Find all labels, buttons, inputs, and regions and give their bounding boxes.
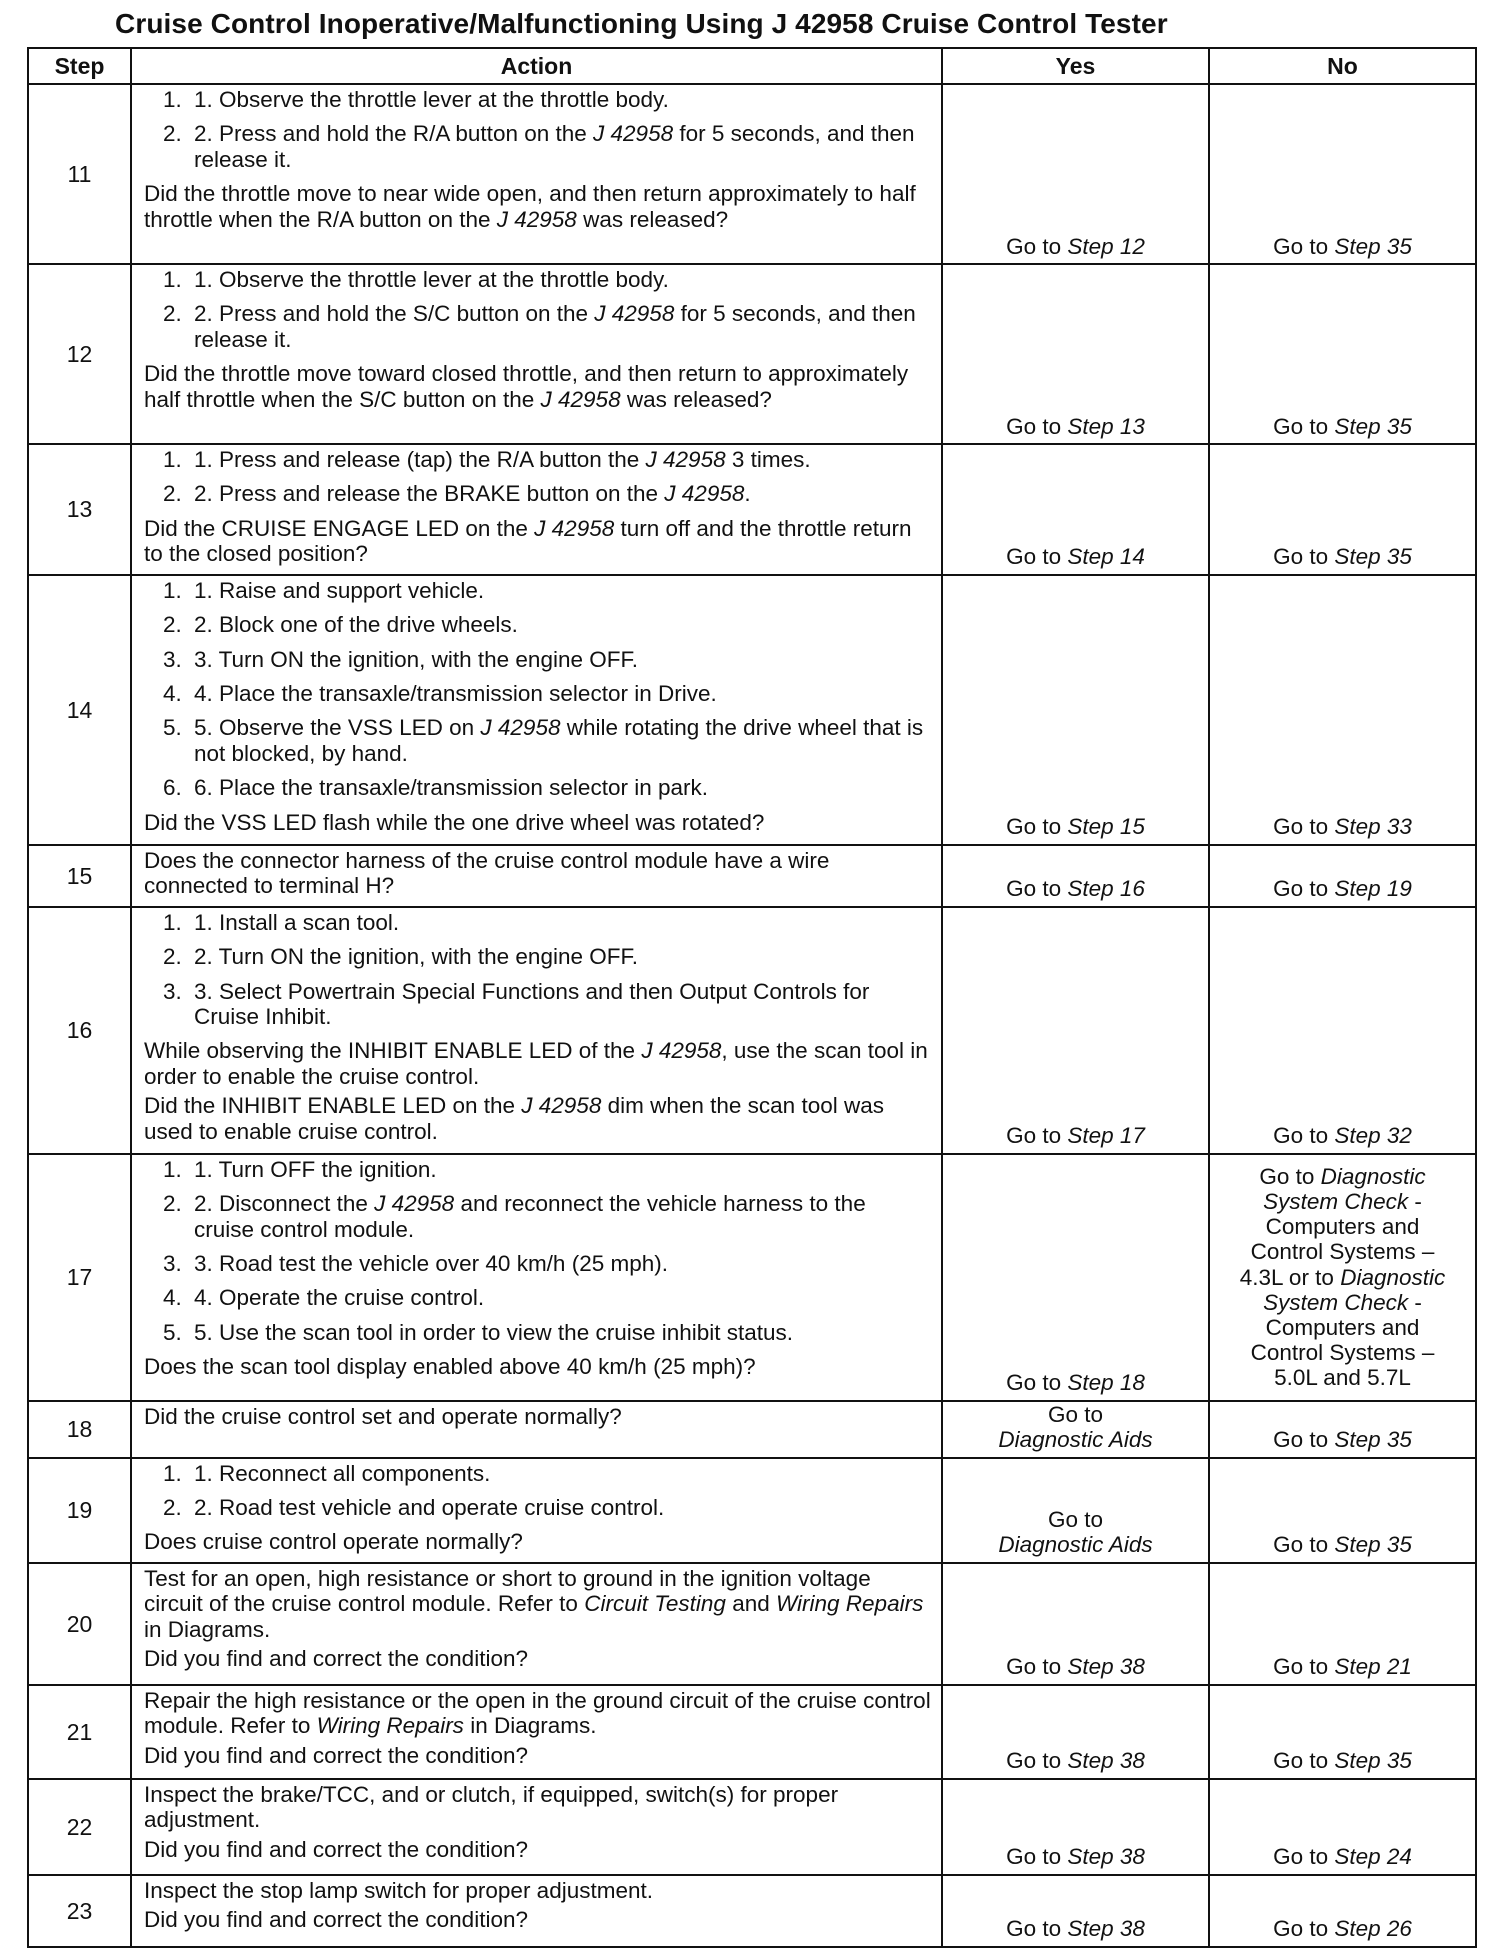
table-row bbox=[28, 1875, 1476, 1947]
yes-result bbox=[942, 1875, 1209, 1947]
action-cell bbox=[131, 1154, 942, 1401]
action-cell bbox=[131, 575, 942, 845]
action-question: Did you find and correct the condition? bbox=[144, 1836, 528, 1862]
header-yes: Yes bbox=[942, 48, 1209, 84]
action-step: 1. 1. Install a scan tool. bbox=[188, 910, 931, 935]
yes-result bbox=[942, 1154, 1209, 1401]
reference-text: J 42958 bbox=[593, 121, 674, 147]
no-result-text: Go to Step 33 bbox=[1273, 814, 1412, 840]
action-step: 2. 2. Block one of the drive wheels. bbox=[188, 612, 931, 637]
yes-result-line: Go to bbox=[1047, 1401, 1104, 1427]
reference-text: Step 33 bbox=[1334, 814, 1412, 840]
yes-result bbox=[942, 1458, 1209, 1563]
reference-text: Step 13 bbox=[1067, 413, 1145, 439]
reference-text: Step 12 bbox=[1067, 233, 1145, 259]
action-step: 5. 5. Use the scan tool in order to view the cruise inhibit status. bbox=[188, 1320, 931, 1345]
reference-text: Step 35 bbox=[1334, 1748, 1412, 1774]
action-step: 2. 2. Press and hold the S/C button on the J 42958 for 5 seconds, and then release it. bbox=[188, 301, 931, 352]
action-question: Test for an open, high resistance or short to ground in the ignition voltage circuit of the cruise control module. Refer to Circuit Testing and Wiring Repairs in Diagrams. bbox=[144, 1565, 924, 1642]
reference-text: Diagnostic bbox=[1340, 1264, 1446, 1290]
no-result-line: Go to Diagnostic bbox=[1259, 1163, 1426, 1189]
action-steps-list bbox=[144, 447, 931, 507]
table-row bbox=[28, 264, 1476, 444]
step-number: 18 bbox=[28, 1401, 131, 1458]
action-step: 4. 4. Place the transaxle/transmission selector in Drive. bbox=[188, 681, 931, 706]
reference-text: Wiring Repairs bbox=[775, 1591, 924, 1617]
action-step: 3. 3. Select Powertrain Special Functions and then Output Controls for Cruise Inhibit. bbox=[188, 979, 931, 1030]
action-question: Did the throttle move to near wide open, and then return approximately to half throttle when the R/A button on the J 42958 was released? bbox=[144, 181, 916, 232]
yes-result bbox=[942, 1563, 1209, 1685]
yes-result bbox=[942, 1401, 1209, 1458]
reference-text: System Check bbox=[1263, 1289, 1409, 1315]
action-step: 2. 2. Press and release the BRAKE button on the J 42958. bbox=[188, 481, 931, 506]
action-question: Did you find and correct the condition? bbox=[144, 1646, 528, 1672]
no-result-text: Go to Step 35 bbox=[1273, 1532, 1412, 1558]
yes-result bbox=[942, 264, 1209, 444]
yes-result-text: Go to Step 15 bbox=[1006, 814, 1145, 840]
table-row bbox=[28, 1685, 1476, 1779]
reference-text: Step 35 bbox=[1334, 413, 1412, 439]
reference-text: Step 24 bbox=[1334, 1844, 1412, 1870]
no-result-text: Go to Step 21 bbox=[1273, 1654, 1412, 1680]
table-row bbox=[28, 1779, 1476, 1875]
no-result-line: Control Systems – bbox=[1250, 1340, 1435, 1366]
no-result bbox=[1209, 1685, 1476, 1779]
action-question: Does cruise control operate normally? bbox=[144, 1529, 523, 1555]
step-number: 20 bbox=[28, 1563, 131, 1685]
no-result bbox=[1209, 1779, 1476, 1875]
action-step: 1. 1. Raise and support vehicle. bbox=[188, 578, 931, 603]
action-step: 2. 2. Disconnect the J 42958 and reconnect the vehicle harness to the cruise control module. bbox=[188, 1191, 931, 1242]
table-row bbox=[28, 1458, 1476, 1563]
action-question: Did the throttle move toward closed throttle, and then return to approximately half throttle when the S/C button on the J 42958 was released? bbox=[144, 361, 909, 412]
table-row bbox=[28, 1154, 1476, 1401]
reference-text: Step 15 bbox=[1067, 814, 1145, 840]
reference-text: J 42958 bbox=[540, 386, 621, 412]
reference-text: System Check bbox=[1263, 1189, 1409, 1215]
yes-result-text: Go to Step 38 bbox=[1006, 1916, 1145, 1942]
yes-result-line bbox=[947, 1427, 1204, 1452]
table-row bbox=[28, 845, 1476, 907]
reference-text: Step 38 bbox=[1067, 1748, 1145, 1774]
table-row bbox=[28, 84, 1476, 264]
no-result-line: Control Systems – bbox=[1250, 1239, 1435, 1265]
no-result-text: Go to Step 35 bbox=[1273, 1748, 1412, 1774]
diagnostic-table bbox=[27, 47, 1477, 1948]
no-result bbox=[1209, 1875, 1476, 1947]
step-number: 17 bbox=[28, 1154, 131, 1401]
action-step: 3. 3. Turn ON the ignition, with the engine OFF. bbox=[188, 647, 931, 672]
reference-text: J 42958 bbox=[645, 447, 726, 472]
reference-text: Step 35 bbox=[1334, 233, 1412, 259]
table-row bbox=[28, 444, 1476, 575]
reference-text: Diagnostic bbox=[1320, 1163, 1426, 1189]
yes-result-text: Go to Step 38 bbox=[1006, 1748, 1145, 1774]
action-steps-list bbox=[144, 1461, 931, 1521]
no-result-text: Go to Step 35 bbox=[1273, 1427, 1412, 1453]
yes-result-text: Go to Step 13 bbox=[1006, 413, 1145, 439]
no-result-line: System Check - bbox=[1263, 1189, 1422, 1215]
yes-result bbox=[942, 907, 1209, 1154]
no-result-text: Go to Step 32 bbox=[1273, 1123, 1412, 1149]
reference-text: Step 18 bbox=[1067, 1370, 1145, 1396]
no-result bbox=[1209, 444, 1476, 575]
reference-text: Step 17 bbox=[1067, 1123, 1145, 1149]
step-number: 21 bbox=[28, 1685, 131, 1779]
yes-result bbox=[942, 444, 1209, 575]
step-number: 19 bbox=[28, 1458, 131, 1563]
action-question: Did the VSS LED flash while the one drive wheel was rotated? bbox=[144, 809, 765, 835]
table-row bbox=[28, 1401, 1476, 1458]
action-cell bbox=[131, 845, 942, 907]
step-number: 11 bbox=[28, 84, 131, 264]
step-number: 12 bbox=[28, 264, 131, 444]
action-step: 2. 2. Press and hold the R/A button on the J 42958 for 5 seconds, and then release it. bbox=[188, 121, 931, 172]
reference-text: Step 38 bbox=[1067, 1844, 1145, 1870]
action-cell bbox=[131, 1458, 942, 1563]
table-row bbox=[28, 907, 1476, 1154]
action-cell bbox=[131, 907, 942, 1154]
reference-text: J 42958 bbox=[594, 301, 675, 327]
step-number: 15 bbox=[28, 845, 131, 907]
no-result-line: Computers and bbox=[1265, 1214, 1420, 1240]
yes-result-text: Go to Step 14 bbox=[1006, 544, 1145, 570]
action-step: 1. 1. Observe the throttle lever at the throttle body. bbox=[188, 267, 931, 292]
reference-text: Circuit Testing bbox=[584, 1591, 726, 1617]
reference-text: Step 21 bbox=[1334, 1654, 1412, 1680]
reference-text: J 42958 bbox=[664, 481, 745, 507]
reference-text: Step 35 bbox=[1334, 544, 1412, 570]
action-cell bbox=[131, 1779, 942, 1875]
action-cell bbox=[131, 264, 942, 444]
table-row bbox=[28, 575, 1476, 845]
yes-result bbox=[942, 1779, 1209, 1875]
no-result-text: Go to Step 19 bbox=[1273, 876, 1412, 902]
action-question: Inspect the brake/TCC, and or clutch, if equipped, switch(s) for proper adjustment. bbox=[144, 1781, 839, 1833]
action-question: Inspect the stop lamp switch for proper adjustment. bbox=[144, 1877, 653, 1903]
action-cell bbox=[131, 1563, 942, 1685]
no-result-text: Go to Step 24 bbox=[1273, 1844, 1412, 1870]
action-step: 5. 5. Observe the VSS LED on J 42958 while rotating the drive wheel that is not blocked, by hand. bbox=[188, 715, 931, 766]
action-step: 1. 1. Turn OFF the ignition. bbox=[188, 1157, 931, 1182]
no-result-text: Go to Step 26 bbox=[1273, 1916, 1412, 1942]
header-step: Step bbox=[28, 48, 131, 84]
no-result bbox=[1209, 1563, 1476, 1685]
reference-text: Step 35 bbox=[1334, 1427, 1412, 1453]
reference-text: Step 35 bbox=[1334, 1532, 1412, 1558]
yes-result-text: Go to Step 38 bbox=[1006, 1654, 1145, 1680]
reference-text: J 42958 bbox=[496, 206, 577, 232]
no-result-line: System Check - bbox=[1263, 1289, 1422, 1315]
yes-result bbox=[942, 1685, 1209, 1779]
no-result-line: 5.0L and 5.7L bbox=[1274, 1365, 1411, 1391]
no-result-text: Go to Step 35 bbox=[1273, 413, 1412, 439]
action-question: While observing the INHIBIT ENABLE LED of the J 42958, use the scan tool in order to enable the cruise control. bbox=[144, 1038, 928, 1089]
no-result bbox=[1209, 1401, 1476, 1458]
step-number: 13 bbox=[28, 444, 131, 575]
yes-result-text: Go to Step 17 bbox=[1006, 1123, 1145, 1149]
action-cell bbox=[131, 1875, 942, 1947]
no-result bbox=[1209, 1458, 1476, 1563]
no-result bbox=[1209, 1154, 1476, 1401]
yes-result-text: Go to Step 38 bbox=[1006, 1844, 1145, 1870]
action-step: 6. 6. Place the transaxle/transmission selector in park. bbox=[188, 775, 931, 800]
action-question: Does the connector harness of the cruise control module have a wire connected to terminal H? bbox=[144, 847, 830, 899]
no-result-line: Computers and bbox=[1265, 1314, 1420, 1340]
no-result bbox=[1209, 575, 1476, 845]
reference-text: J 42958 bbox=[641, 1038, 722, 1064]
page-title: Cruise Control Inoperative/Malfunctioning Using J 42958 Cruise Control Tester bbox=[115, 8, 1168, 39]
action-cell bbox=[131, 1401, 942, 1458]
action-step: 2. 2. Road test vehicle and operate cruise control. bbox=[188, 1495, 931, 1520]
no-result bbox=[1209, 907, 1476, 1154]
action-steps-list bbox=[144, 87, 931, 172]
action-question: Did the INHIBIT ENABLE LED on the J 42958 dim when the scan tool was used to enable cruise control. bbox=[144, 1093, 884, 1144]
step-number: 14 bbox=[28, 575, 131, 845]
no-result-text: Go to Step 35 bbox=[1273, 233, 1412, 259]
action-step: 2. 2. Turn ON the ignition, with the engine OFF. bbox=[188, 944, 931, 969]
reference-text: Step 38 bbox=[1067, 1654, 1145, 1680]
action-step: 1. 1. Observe the throttle lever at the throttle body. bbox=[188, 87, 931, 112]
action-question: Did you find and correct the condition? bbox=[144, 1907, 528, 1933]
reference-text: Step 38 bbox=[1067, 1916, 1145, 1942]
table-row bbox=[28, 1563, 1476, 1685]
reference-text: Step 16 bbox=[1067, 876, 1145, 902]
no-result bbox=[1209, 845, 1476, 907]
reference-text: J 42958 bbox=[480, 715, 561, 741]
action-steps-list bbox=[144, 910, 931, 1030]
yes-result-line bbox=[947, 1532, 1204, 1557]
yes-result bbox=[942, 84, 1209, 264]
action-steps-list bbox=[144, 578, 931, 801]
table-header-row bbox=[28, 48, 1476, 84]
step-number: 16 bbox=[28, 907, 131, 1154]
no-result-text: Go to Step 35 bbox=[1273, 544, 1412, 570]
reference-text: Step 14 bbox=[1067, 544, 1145, 570]
reference-text: J 42958 bbox=[534, 515, 615, 541]
action-steps-list bbox=[144, 1157, 931, 1346]
header-no: No bbox=[1209, 48, 1476, 84]
action-question: Repair the high resistance or the open in the ground circuit of the cruise control module. Refer to Wiring Repairs in Diagrams. bbox=[144, 1687, 931, 1739]
reference-text: Step 32 bbox=[1334, 1123, 1412, 1149]
yes-result-text: Go to Step 18 bbox=[1006, 1370, 1145, 1396]
yes-result-line: Go to bbox=[1047, 1506, 1104, 1532]
action-cell bbox=[131, 444, 942, 575]
reference-text: Step 26 bbox=[1334, 1916, 1412, 1942]
action-steps-list bbox=[144, 267, 931, 352]
action-step: 1. 1. Reconnect all components. bbox=[188, 1461, 931, 1486]
action-step: 1. 1. Press and release (tap) the R/A button the J 42958 3 times. bbox=[188, 447, 931, 472]
reference-text: Step 19 bbox=[1334, 876, 1412, 902]
step-number: 22 bbox=[28, 1779, 131, 1875]
reference-text: Diagnostic Aids bbox=[998, 1427, 1153, 1453]
no-result bbox=[1209, 264, 1476, 444]
action-cell bbox=[131, 84, 942, 264]
action-question: Does the scan tool display enabled above 40 km/h (25 mph)? bbox=[144, 1354, 756, 1380]
no-result-line: 4.3L or to Diagnostic bbox=[1239, 1264, 1446, 1290]
action-cell bbox=[131, 1685, 942, 1779]
reference-text: Wiring Repairs bbox=[316, 1713, 464, 1739]
yes-result-text: Go to Step 12 bbox=[1006, 233, 1145, 259]
header-action: Action bbox=[131, 48, 942, 84]
step-number: 23 bbox=[28, 1875, 131, 1947]
reference-text: J 42958 bbox=[374, 1191, 455, 1217]
reference-text: Diagnostic Aids bbox=[998, 1532, 1153, 1558]
action-question: Did you find and correct the condition? bbox=[144, 1742, 528, 1768]
yes-result bbox=[942, 845, 1209, 907]
action-step: 3. 3. Road test the vehicle over 40 km/h (25 mph). bbox=[188, 1251, 931, 1276]
yes-result bbox=[942, 575, 1209, 845]
reference-text: J 42958 bbox=[521, 1093, 602, 1119]
yes-result-text: Go to Step 16 bbox=[1006, 876, 1145, 902]
action-question: Did the cruise control set and operate normally? bbox=[144, 1403, 622, 1429]
no-result bbox=[1209, 84, 1476, 264]
action-question: Did the CRUISE ENGAGE LED on the J 42958 turn off and the throttle return to the closed position? bbox=[144, 515, 912, 567]
action-step: 4. 4. Operate the cruise control. bbox=[188, 1285, 931, 1310]
table-body bbox=[28, 84, 1476, 1947]
